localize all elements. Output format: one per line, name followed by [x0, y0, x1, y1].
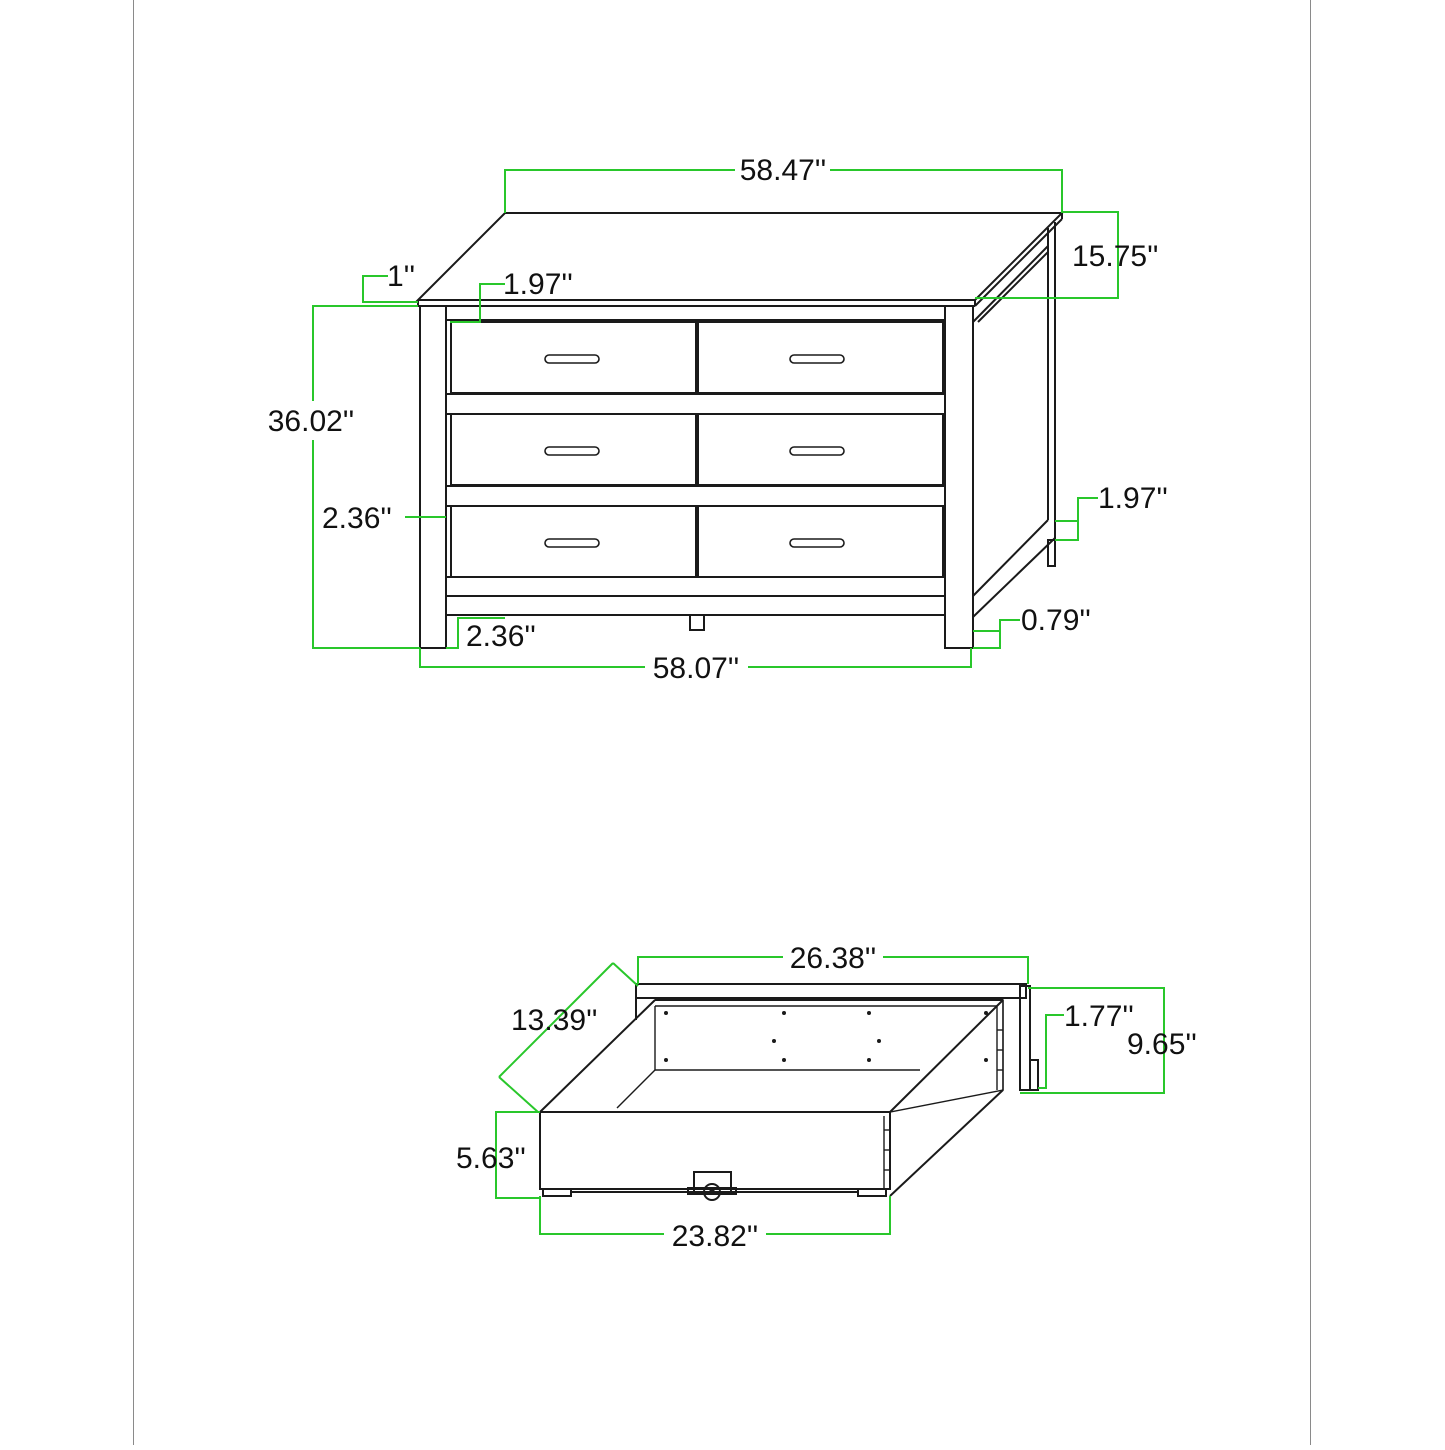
dim-depth: 15.75'' — [1072, 240, 1159, 273]
drawer-handles — [545, 355, 844, 547]
drawer-front-panel — [540, 1112, 890, 1189]
right-leg — [945, 306, 973, 648]
dim-top-rail: 1.97'' — [503, 268, 573, 301]
drawer-lock-icon — [688, 1172, 736, 1200]
handle-icon — [545, 539, 599, 547]
dim-overall-width: 58.47'' — [739, 154, 827, 187]
dim-top-overhang: 1'' — [387, 260, 416, 293]
rail-2 — [446, 486, 945, 506]
dim-drawer-back-width: 26.38'' — [789, 942, 877, 975]
right-page-border — [1310, 0, 1311, 1445]
dim-height: 36.02'' — [267, 405, 355, 438]
dim-drawer-overall-depth: 9.65'' — [1127, 1028, 1197, 1061]
handle-icon — [790, 539, 844, 547]
dim-drawer-front-height: 5.63'' — [456, 1142, 526, 1175]
left-leg — [420, 306, 446, 648]
dim-leg-width-front: 2.36'' — [466, 620, 536, 653]
side-panel — [973, 222, 1055, 617]
rail-1 — [446, 394, 945, 414]
dim-drawer-side-thickness: 1.77'' — [1064, 1000, 1134, 1033]
dim-body-width: 58.07'' — [652, 652, 740, 685]
top-rail — [446, 306, 945, 320]
dim-drawer-depth: 13.39'' — [511, 1004, 598, 1037]
handle-icon — [790, 447, 844, 455]
dim-side-stretcher: 1.97'' — [1098, 482, 1168, 515]
handle-icon — [545, 355, 599, 363]
handle-icon — [545, 447, 599, 455]
drawer-back-top — [636, 984, 1026, 998]
left-page-border — [133, 0, 134, 1445]
dim-leg-width-side: 2.36'' — [322, 502, 392, 535]
handle-icon — [790, 355, 844, 363]
dim-leg-clearance: 0.79'' — [1021, 604, 1091, 637]
center-support — [690, 615, 704, 630]
dim-drawer-front-width: 23.82'' — [671, 1220, 759, 1253]
drawer-drawing — [540, 984, 1038, 1200]
screw-holes — [664, 1011, 988, 1062]
